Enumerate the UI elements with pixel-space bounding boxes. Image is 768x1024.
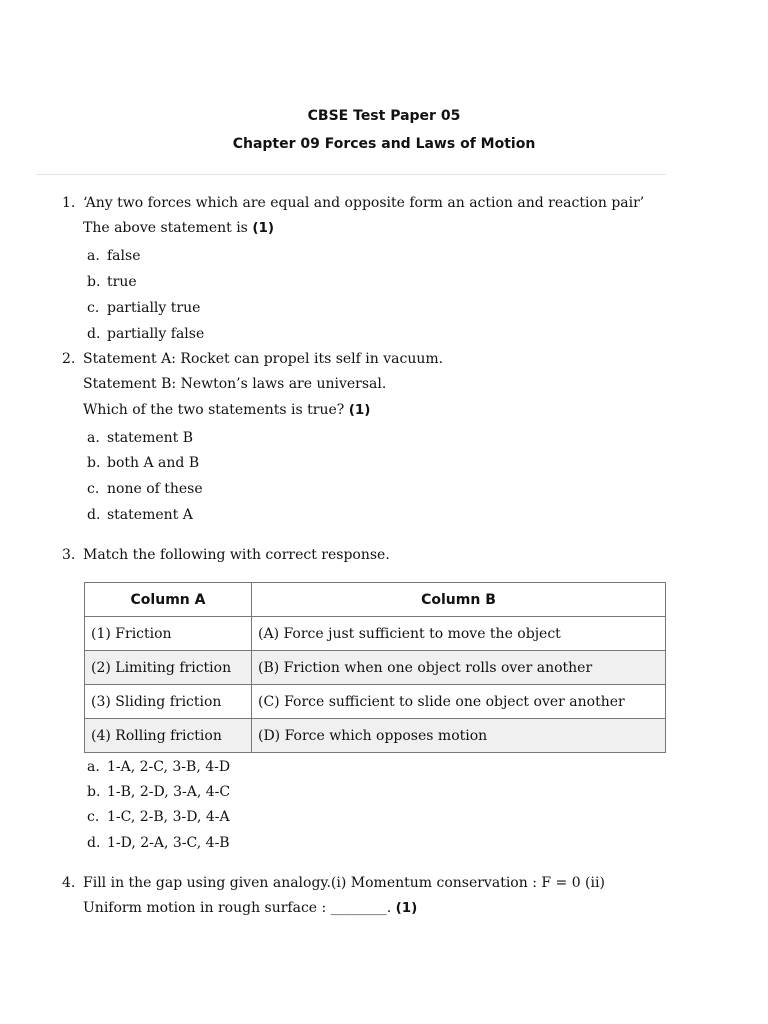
option-label: a. xyxy=(87,248,100,264)
question-text xyxy=(83,871,663,921)
option-text: none of these xyxy=(107,481,203,497)
option-label: d. xyxy=(87,326,101,342)
table-cell: (3) Sliding friction xyxy=(85,685,252,719)
option xyxy=(87,453,199,473)
option-text: partially false xyxy=(107,326,205,342)
option-label: b. xyxy=(87,784,101,800)
option-label: a. xyxy=(87,430,100,446)
question-body: ‘Any two forces which are equal and opposite form an action and reaction pair’ The above statement is xyxy=(83,195,645,236)
question-number: 3. xyxy=(62,547,76,563)
question-body: Fill in the gap using given analogy.(i) Momentum conservation : F = 0 (ii) Uniform motion in rough surface : ________. xyxy=(83,875,605,916)
option xyxy=(87,298,200,318)
question-marks: (1) xyxy=(395,900,418,916)
table-cell: (C) Force sufficient to slide one object over another xyxy=(252,685,666,719)
option-text: 1-C, 2-B, 3-D, 4-A xyxy=(107,809,230,825)
table-cell: (1) Friction xyxy=(85,617,252,651)
question-number: 1. xyxy=(62,195,76,211)
column-header: Column B xyxy=(252,583,666,617)
question-marks: (1) xyxy=(348,402,371,418)
option-text: 1-B, 2-D, 3-A, 4-C xyxy=(107,784,231,800)
page-title: CBSE Test Paper 05 xyxy=(307,108,461,124)
option xyxy=(87,782,230,802)
match-table xyxy=(84,582,666,753)
option-label: b. xyxy=(87,274,101,290)
option xyxy=(87,807,230,827)
option-label: d. xyxy=(87,835,101,851)
table-row xyxy=(85,617,666,651)
option xyxy=(87,272,137,292)
option-label: a. xyxy=(87,759,100,775)
table-row xyxy=(85,685,666,719)
option-label: c. xyxy=(87,809,100,825)
table-row xyxy=(85,651,666,685)
option-label: c. xyxy=(87,481,100,497)
question-number: 4. xyxy=(62,875,76,891)
option-text: partially true xyxy=(107,300,201,316)
table-cell: (A) Force just sufficient to move the object xyxy=(252,617,666,651)
question-line: Which of the two statements is true? xyxy=(83,402,345,418)
question-line: Statement A: Rocket can propel its self in vacuum. xyxy=(83,351,444,367)
question-marks: (1) xyxy=(252,220,275,236)
divider xyxy=(36,174,666,175)
option-text: true xyxy=(107,274,137,290)
question-text xyxy=(83,191,663,241)
option-text: both A and B xyxy=(107,455,200,471)
question-number: 2. xyxy=(62,351,76,367)
option-text: 1-A, 2-C, 3-B, 4-D xyxy=(107,759,231,775)
option xyxy=(87,324,204,344)
table-header-row xyxy=(85,583,666,617)
question-text xyxy=(83,347,663,372)
option xyxy=(87,505,193,525)
table-cell: (4) Rolling friction xyxy=(85,719,252,753)
option-text: statement A xyxy=(107,507,193,523)
option-text: false xyxy=(107,248,141,264)
option-label: d. xyxy=(87,507,101,523)
option-text: 1-D, 2-A, 3-C, 4-B xyxy=(107,835,230,851)
option-text: statement B xyxy=(107,430,194,446)
option xyxy=(87,479,203,499)
option xyxy=(87,246,140,266)
question-text: Match the following with correct response. xyxy=(83,547,390,563)
option-label: b. xyxy=(87,455,101,471)
table-cell: (D) Force which opposes motion xyxy=(252,719,666,753)
table-cell: (2) Limiting friction xyxy=(85,651,252,685)
table-row xyxy=(85,719,666,753)
column-header: Column A xyxy=(85,583,252,617)
question-line: Statement B: Newton’s laws are universal. xyxy=(83,376,387,392)
chapter-title: Chapter 09 Forces and Laws of Motion xyxy=(232,136,536,152)
option xyxy=(87,757,230,777)
option-label: c. xyxy=(87,300,100,316)
table-cell: (B) Friction when one object rolls over another xyxy=(252,651,666,685)
option xyxy=(87,428,193,448)
option xyxy=(87,833,230,853)
question-line-with-marks xyxy=(83,400,370,420)
